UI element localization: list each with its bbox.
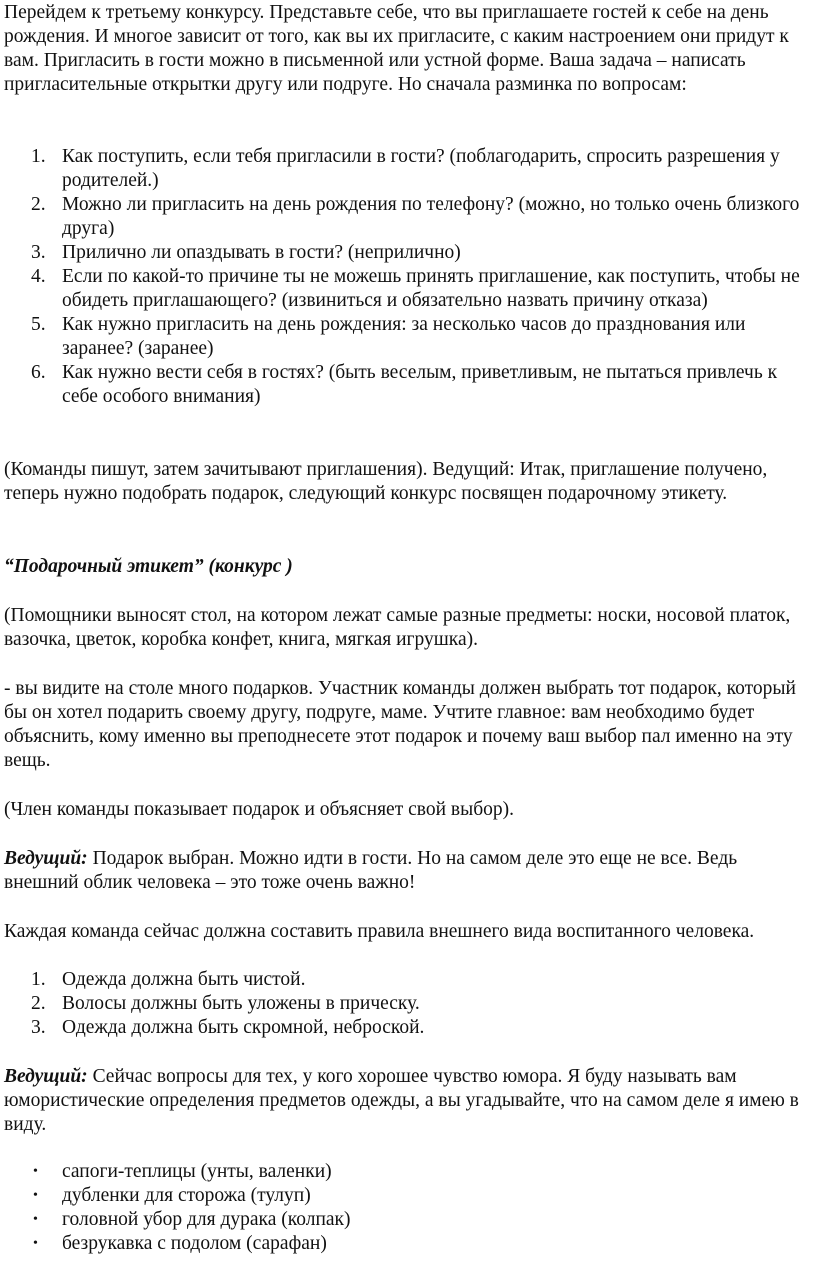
list-number: 3. [31,242,46,263]
list-item [0,361,810,409]
list-item [0,992,810,1016]
member-paragraph: (Член команды показывает подарок и объясняет свой выбор). [4,799,514,820]
list-item [0,1016,810,1040]
appearance-rules-list [0,968,810,1040]
list-item [0,968,810,992]
list-item-text: Как поступить, если тебя пригласили в гости? (поблагодарить, спросить разрешения у родителей.) [62,146,780,191]
list-number: 2. [31,993,46,1014]
list-number: 3. [31,1017,46,1038]
list-item-text: Можно ли пригласить на день рождения по телефону? (можно, но только очень близкого друга) [62,194,800,239]
bullet-icon: • [33,1212,38,1227]
list-item-text: Если по какой-то причине ты не можешь принять приглашение, как поступить, чтобы не обидеть приглашающего? (извиниться и обязательно назвать причину отказа) [62,266,800,311]
list-item-text: головной убор для дурака (колпак) [62,1209,351,1230]
list-number: 4. [31,266,46,287]
list-item-text: Волосы должны быть уложены в прическу. [62,993,420,1014]
list-number: 5. [31,314,46,335]
bullet-icon: • [33,1164,38,1179]
riddles-list [0,1160,810,1256]
list-item-text: Прилично ли опаздывать в гости? (неприлично) [62,242,461,263]
list-item [0,1184,810,1208]
bullet-icon: • [33,1236,38,1251]
list-item [0,1232,810,1256]
contest-title: “Подарочный этикет” (конкурс ) [4,556,293,577]
list-item-text: Одежда должна быть чистой. [62,969,306,990]
host-paragraph-1 [4,847,804,895]
list-item [0,241,810,265]
list-item-text: Одежда должна быть скромной, неброской. [62,1017,425,1038]
host-label: Ведущий: [4,1066,88,1087]
rules-paragraph: Каждая команда сейчас должна составить правила внешнего вида воспитанного человека. [4,921,755,942]
intro-paragraph: Перейдем к третьему конкурсу. Представьте себе, что вы приглашаете гостей к себе на день рождения. И многое зависит от того, как вы их пригласите, с каким настроением они придут к вам. Пригласить в гости можно в письменной или устной форме. Ваша задача – написать пригласительные открытки другу или подруге. Но сначала разминка по вопросам: [4,2,789,95]
list-number: 1. [31,969,46,990]
host-speech: Подарок выбран. Можно идти в гости. Но на самом деле это еще не все. Ведь внешний облик человека – это тоже очень важно! [4,848,738,893]
list-item-text: Как нужно пригласить на день рождения: за несколько часов до празднования или заранее? (заранее) [62,314,746,359]
list-item [0,1208,810,1232]
list-number: 2. [31,194,46,215]
list-item-text: Как нужно вести себя в гостях? (быть веселым, приветливым, не пытаться привлечь к себе особого внимания) [62,362,778,407]
list-item [0,265,810,313]
list-item [0,1160,810,1184]
host-paragraph-2 [4,1065,804,1137]
gifts-paragraph: - вы видите на столе много подарков. Участник команды должен выбрать тот подарок, который бы он хотел подарить своему другу, подруге, маме. Учтите главное: вам необходимо будет объяснить, кому именно вы преподнесете этот подарок и почему ваш выбор пал именно на эту вещь. [4,678,796,771]
list-number: 1. [31,146,46,167]
host-speech: Сейчас вопросы для тех, у кого хорошее чувство юмора. Я буду называть вам юмористические определения предметов одежды, а вы угадывайте, что на самом деле я имею в виду. [4,1066,799,1135]
list-item [0,145,810,193]
warmup-questions-list [0,145,810,409]
list-item [0,193,810,241]
list-item-text: безрукавка с подолом (сарафан) [62,1233,327,1254]
teams-paragraph: (Команды пишут, затем зачитывают приглашения). Ведущий: Итак, приглашение получено, теперь нужно подобрать подарок, следующий конкурс посвящен подарочному этикету. [4,459,768,504]
list-number: 6. [31,362,46,383]
bullet-icon: • [33,1188,38,1203]
list-item [0,313,810,361]
host-label: Ведущий: [4,848,88,869]
list-item-text: сапоги-теплицы (унты, валенки) [62,1161,332,1182]
list-item-text: дубленки для сторожа (тулуп) [62,1185,311,1206]
helpers-paragraph: (Помощники выносят стол, на котором лежат самые разные предметы: носки, носовой платок, вазочка, цветок, коробка конфет, книга, мягкая игрушка). [4,605,791,650]
